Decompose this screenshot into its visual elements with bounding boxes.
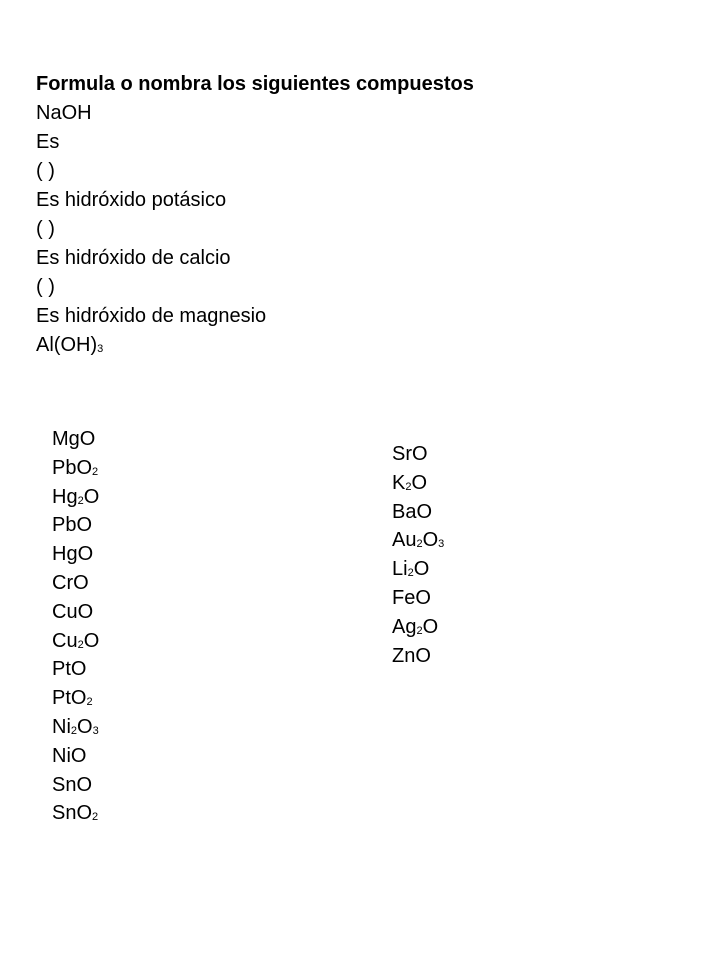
exercise-title: Formula o nombra los siguientes compuestos [36,73,474,95]
formula-item [52,655,99,684]
formula-item [52,425,99,454]
formula-item [52,684,99,713]
subscript: 2 [416,538,423,551]
formula-item [52,483,99,512]
text-part: O [413,558,430,581]
formula-item [392,613,444,642]
text-part: PtO [52,687,87,710]
text-part: Es hidróxido de magnesio [36,305,267,327]
formula-item [52,540,99,569]
text-part: PbO [52,514,93,537]
intro-lines [36,99,474,360]
text-part: NiO [52,744,87,767]
text-part: HgO [52,543,94,566]
text-part: Au [392,529,417,552]
text-part: Ag [392,615,417,638]
intro-line [36,244,474,273]
subscript: 2 [70,724,78,737]
text-part: Es hidróxido potásico [36,189,227,211]
formula-item [52,799,99,828]
intro-line [36,302,474,331]
text-part: ( ) [36,160,55,182]
intro-line [36,273,474,302]
text-part: PtO [52,658,87,681]
formula-item [52,511,99,540]
text-part: O [422,529,439,552]
text-part: Al(OH) [36,334,98,356]
formula-item [52,627,99,656]
text-part: O [83,485,100,508]
subscript: 3 [438,538,445,551]
text-part: Li [392,558,408,581]
text-part: SrO [392,443,428,465]
subscript: 2 [86,696,93,709]
formula-item [52,742,99,771]
text-part: SnO [52,802,93,825]
intro-line [36,157,474,186]
formula-item [392,555,444,584]
formula-item [52,598,99,627]
text-part: O [411,471,428,494]
text-part: Ni [52,715,71,738]
text-part: O [83,629,100,652]
formula-item [52,713,99,742]
formula-list-right [392,440,444,670]
formula-item [392,584,444,613]
text-part: ( ) [36,218,55,240]
text-part: NaOH [36,102,92,124]
intro-line [36,186,474,215]
intro-line [36,331,474,360]
text-part: MgO [52,428,96,450]
formula-item [392,498,444,527]
text-part: PbO [52,456,93,479]
text-part: ( ) [36,276,55,298]
text-part: Es hidróxido de calcio [36,247,231,269]
formula-item [52,454,99,483]
text-part: Hg [52,485,78,508]
subscript: 3 [97,343,104,355]
subscript: 2 [77,638,84,651]
formula-item [392,642,444,671]
subscript: 2 [405,480,412,493]
text-part: Cu [52,629,78,652]
text-part: K [392,471,406,494]
formula-item [392,526,444,555]
subscript: 2 [407,567,414,580]
intro-line [36,215,474,244]
subscript: 3 [92,724,99,737]
formula-item [52,569,99,598]
intro-line [36,128,474,157]
exercise-block [36,70,474,360]
intro-line [36,99,474,128]
subscript: 2 [77,494,84,507]
formula-item [392,469,444,498]
text-part: BaO [392,500,433,523]
subscript: 2 [416,624,423,637]
text-part: CrO [52,571,89,594]
subscript: 2 [92,811,99,824]
text-part: O [422,615,439,638]
text-part: FeO [392,586,431,609]
text-part: O [77,715,93,738]
text-part: CuO [52,600,94,623]
formula-list-left [52,425,99,828]
text-part: ZnO [392,644,431,667]
formula-item [52,771,99,800]
text-part: SnO [52,773,93,796]
subscript: 2 [92,465,99,478]
formula-item [392,440,444,469]
text-part: Es [36,131,60,153]
